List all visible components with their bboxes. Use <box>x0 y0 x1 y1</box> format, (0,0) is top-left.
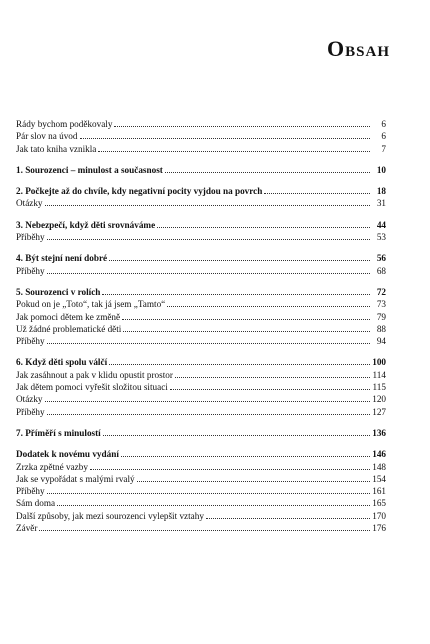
toc-page-number: 7 <box>381 143 386 154</box>
toc-page-number: 31 <box>376 198 386 209</box>
toc-entry-title: Už žádné problematické děti <box>16 323 122 334</box>
dot-leader <box>123 325 370 332</box>
dot-leader <box>102 288 370 295</box>
toc-entry-title: Příběhy <box>16 486 45 497</box>
page-title: Obsah <box>327 36 390 61</box>
toc-entry-title: Zrzka zpětné vazby <box>16 461 88 472</box>
toc-spacer <box>16 439 386 448</box>
toc-entry-title: Pokud on je „Toto“, tak já jsem „Tamto“ <box>16 299 166 310</box>
toc-subentry-row <box>16 335 386 347</box>
toc-page-number: 73 <box>376 299 386 310</box>
toc-page-number: 136 <box>372 427 386 438</box>
toc-page-number: 68 <box>376 265 386 276</box>
toc-chapter-row <box>16 185 386 197</box>
toc-entry-title: Jak zasáhnout a pak v klidu opustit prostor <box>16 369 173 380</box>
dot-leader <box>137 475 370 482</box>
toc-subentry-row <box>16 485 386 497</box>
toc-entry-title: Dodatek k novému vydání <box>16 449 119 460</box>
toc-spacer <box>16 418 386 427</box>
toc-entry-title: Jak tato kniha vznikla <box>16 143 97 154</box>
toc-chapter-row <box>16 448 386 460</box>
toc-entry-title: Jak dětem pomoci vyřešit složitou situaci <box>16 382 168 393</box>
toc-chapter-row <box>16 252 386 264</box>
toc-subentry-row <box>16 311 386 323</box>
toc-chapter-row <box>16 286 386 298</box>
toc-entry-title: 2. Počkejte až do chvíle, kdy negativní pocity vyjdou na povrch <box>16 186 263 197</box>
dot-leader <box>121 450 370 457</box>
toc-entry-title: 7. Příměří s minulostí <box>16 427 101 438</box>
dot-leader <box>206 512 370 519</box>
toc-entry-title: Další způsoby, jak mezi sourozenci vylepšit vztahy <box>16 510 204 521</box>
toc-page-number: 127 <box>372 406 386 417</box>
dot-leader <box>167 300 370 307</box>
toc-chapter-row <box>16 427 386 439</box>
toc-page-number: 148 <box>372 461 386 472</box>
toc-page-number: 100 <box>372 357 386 368</box>
toc-entry-title: Příběhy <box>16 265 45 276</box>
toc-page-number: 170 <box>372 510 386 521</box>
dot-leader <box>47 487 370 494</box>
dot-leader <box>114 120 370 127</box>
toc-page-number: 115 <box>372 382 386 393</box>
toc-entry-title: Rády bychom poděkovaly <box>16 119 113 129</box>
dot-leader <box>109 254 370 261</box>
dot-leader <box>170 383 370 390</box>
toc-page-number: 53 <box>376 232 386 243</box>
toc-chapter-row <box>16 356 386 368</box>
toc-subentry-row <box>16 369 386 381</box>
toc-page-number: 88 <box>376 323 386 334</box>
toc-subentry-row <box>16 323 386 335</box>
dot-leader <box>122 313 370 320</box>
toc-entry-title: 6. Když děti spolu válčí <box>16 357 108 368</box>
toc-spacer <box>16 347 386 356</box>
dot-leader <box>165 166 370 173</box>
toc-spacer <box>16 176 386 185</box>
dot-leader <box>80 132 371 139</box>
dot-leader <box>157 221 370 228</box>
dot-leader <box>47 408 370 415</box>
dot-leader <box>45 199 370 206</box>
toc-subentry-row <box>16 143 386 155</box>
toc-page-number: 161 <box>372 486 386 497</box>
toc-page-number: 79 <box>376 311 386 322</box>
toc-page-number: 154 <box>372 473 386 484</box>
toc-page-number: 165 <box>372 498 386 509</box>
toc-subentry-row <box>16 522 386 534</box>
toc-subentry-row <box>16 406 386 418</box>
toc-spacer <box>16 155 386 164</box>
toc-page-number: 18 <box>376 186 386 197</box>
dot-leader <box>47 267 370 274</box>
toc-entry-title: 3. Nebezpečí, když děti srovnáváme <box>16 219 156 230</box>
dot-leader <box>45 395 370 402</box>
toc-entry-title: 1. Sourozenci – minulost a současnost <box>16 164 163 175</box>
toc-subentry-row <box>16 473 386 485</box>
dot-leader <box>39 524 370 531</box>
toc-subentry-row <box>16 298 386 310</box>
toc-entry-title: Příběhy <box>16 406 45 417</box>
toc-entry-title: Příběhy <box>16 232 45 243</box>
toc-entry-title: Otázky <box>16 394 43 405</box>
toc-entry-title: Jak pomoci dětem ke změně <box>16 311 121 322</box>
toc-page-number: 94 <box>376 336 386 347</box>
toc-page-number: 6 <box>381 131 386 142</box>
toc-entry-title: Otázky <box>16 198 43 209</box>
table-of-contents <box>16 118 386 534</box>
toc-page-number: 6 <box>381 119 386 129</box>
toc-page-number: 72 <box>376 286 386 297</box>
toc-entry-title: 5. Sourozenci v rolích <box>16 286 101 297</box>
toc-page-number: 56 <box>376 253 386 264</box>
toc-entry-title: 4. Být stejní není dobré <box>16 253 108 264</box>
toc-spacer <box>16 243 386 252</box>
toc-subentry-row <box>16 265 386 277</box>
toc-subentry-row <box>16 393 386 405</box>
toc-entry-title: Sám doma <box>16 498 56 509</box>
dot-leader <box>264 187 370 194</box>
dot-leader <box>90 463 370 470</box>
toc-entry-title: Jak se vypořádat s malými rvalý <box>16 473 135 484</box>
dot-leader <box>175 371 370 378</box>
toc-subentry-row <box>16 510 386 522</box>
toc-page-number: 120 <box>372 394 386 405</box>
dot-leader <box>103 429 370 436</box>
toc-subentry-row <box>16 118 386 130</box>
dot-leader <box>57 499 370 506</box>
toc-subentry-row <box>16 197 386 209</box>
toc-page-number: 176 <box>372 523 386 534</box>
dot-leader <box>47 337 370 344</box>
toc-subentry-row <box>16 461 386 473</box>
dot-leader <box>47 233 370 240</box>
toc-page-number: 146 <box>372 449 386 460</box>
toc-subentry-row <box>16 130 386 142</box>
toc-subentry-row <box>16 497 386 509</box>
toc-subentry-row <box>16 381 386 393</box>
toc-page-number: 44 <box>376 219 386 230</box>
toc-entry-title: Závěr <box>16 523 38 534</box>
toc-spacer <box>16 277 386 286</box>
toc-page-number: 114 <box>372 369 386 380</box>
toc-subentry-row <box>16 231 386 243</box>
dot-leader <box>98 145 370 152</box>
dot-leader <box>109 358 370 365</box>
toc-chapter-row <box>16 164 386 176</box>
toc-page-number: 10 <box>376 164 386 175</box>
toc-entry-title: Příběhy <box>16 336 45 347</box>
toc-spacer <box>16 210 386 219</box>
toc-entry-title: Pár slov na úvod <box>16 131 78 142</box>
toc-chapter-row <box>16 219 386 231</box>
